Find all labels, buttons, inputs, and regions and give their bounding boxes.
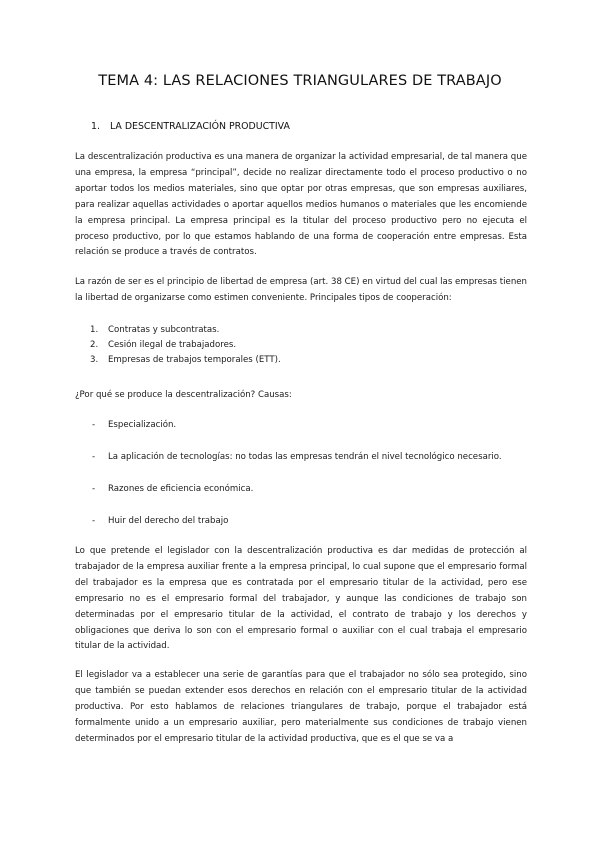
- list-number: 2.: [90, 340, 99, 350]
- list-number: 1.: [90, 325, 99, 335]
- list-text: Empresas de trabajos temporales (ETT).: [108, 355, 281, 365]
- paragraph-guarantees: El legislador va a establecer una serie de garantías para que el trabajador no sólo sea protegido, sino que también se puedan extender esos derechos en relación con el empresario titular de la actividad productiva. Por esto hablamos de relaciones triangulares de trabajo, porque el trabajador está formalmente unido a un empresario auxiliar, pero materialmente sus condiciones de trabajo vienen determinados por el empresario titular de la actividad productiva, que es el que se va a: [75, 670, 527, 744]
- list-dash: -: [92, 484, 96, 494]
- list-dash: -: [92, 420, 96, 430]
- paragraph-causes-intro: ¿Por qué se produce la descentralización? Causas:: [75, 390, 292, 400]
- list-text: Especialización.: [108, 420, 177, 430]
- section-heading: [91, 121, 290, 132]
- list-text: Cesión ilegal de trabajadores.: [108, 340, 237, 350]
- list-text: Huir del derecho del trabajo: [108, 516, 229, 526]
- section-number: 1.: [91, 121, 100, 132]
- document-title: TEMA 4: LAS RELACIONES TRIANGULARES DE TRABAJO: [98, 73, 502, 89]
- paragraph-legislator-aim: Lo que pretende el legislador con la descentralización productiva es dar medidas de protección al trabajador de la empresa auxiliar frente a la empresa principal, lo cual supone que el empresario formal del trabajador es la empresa que es contratada por el empresario titular de la actividad, pero ese empresario no es el empresario formal del trabajador, y aunque las condiciones de trabajo son determinadas por el empresario titular de la actividad, el contrato de trabajo y los derechos y obligaciones que deriva lo son con el empresario formal o auxiliar con el cual trabaja el empresario titular de la actividad.: [75, 546, 527, 652]
- list-dash: -: [92, 452, 96, 462]
- list-text: La aplicación de tecnologías: no todas las empresas tendrán el nivel tecnológico necesario.: [108, 452, 502, 462]
- list-dash: -: [92, 516, 96, 526]
- paragraph-definition: La descentralización productiva es una manera de organizar la actividad empresarial, de tal manera que una empresa, la empresa “principal”, decide no realizar directamente todo el proceso productivo o no aportar todos los medios materiales, sino que optar por otras empresas, que son empresas auxiliares, para realizar aquellas actividades o aportar aquellos medios humanos o materiales que les encomiende la empresa principal. La empresa principal es la titular del proceso productivo pero no ejecuta el proceso productivo, por lo que estamos hablando de una forma de cooperación entre empresas. Esta relación se produce a través de contratos.: [75, 152, 527, 258]
- list-text: Contratas y subcontratas.: [108, 325, 220, 335]
- list-number: 3.: [90, 355, 99, 365]
- paragraph-freedom: La razón de ser es el principio de libertad de empresa (art. 38 CE) en virtud del cual las empresas tienen la libertad de organizarse como estimen conveniente. Principales tipos de cooperación:: [75, 277, 527, 303]
- list-text: Razones de eficiencia económica.: [108, 484, 254, 494]
- section-title: LA DESCENTRALIZACIÓN PRODUCTIVA: [109, 121, 290, 132]
